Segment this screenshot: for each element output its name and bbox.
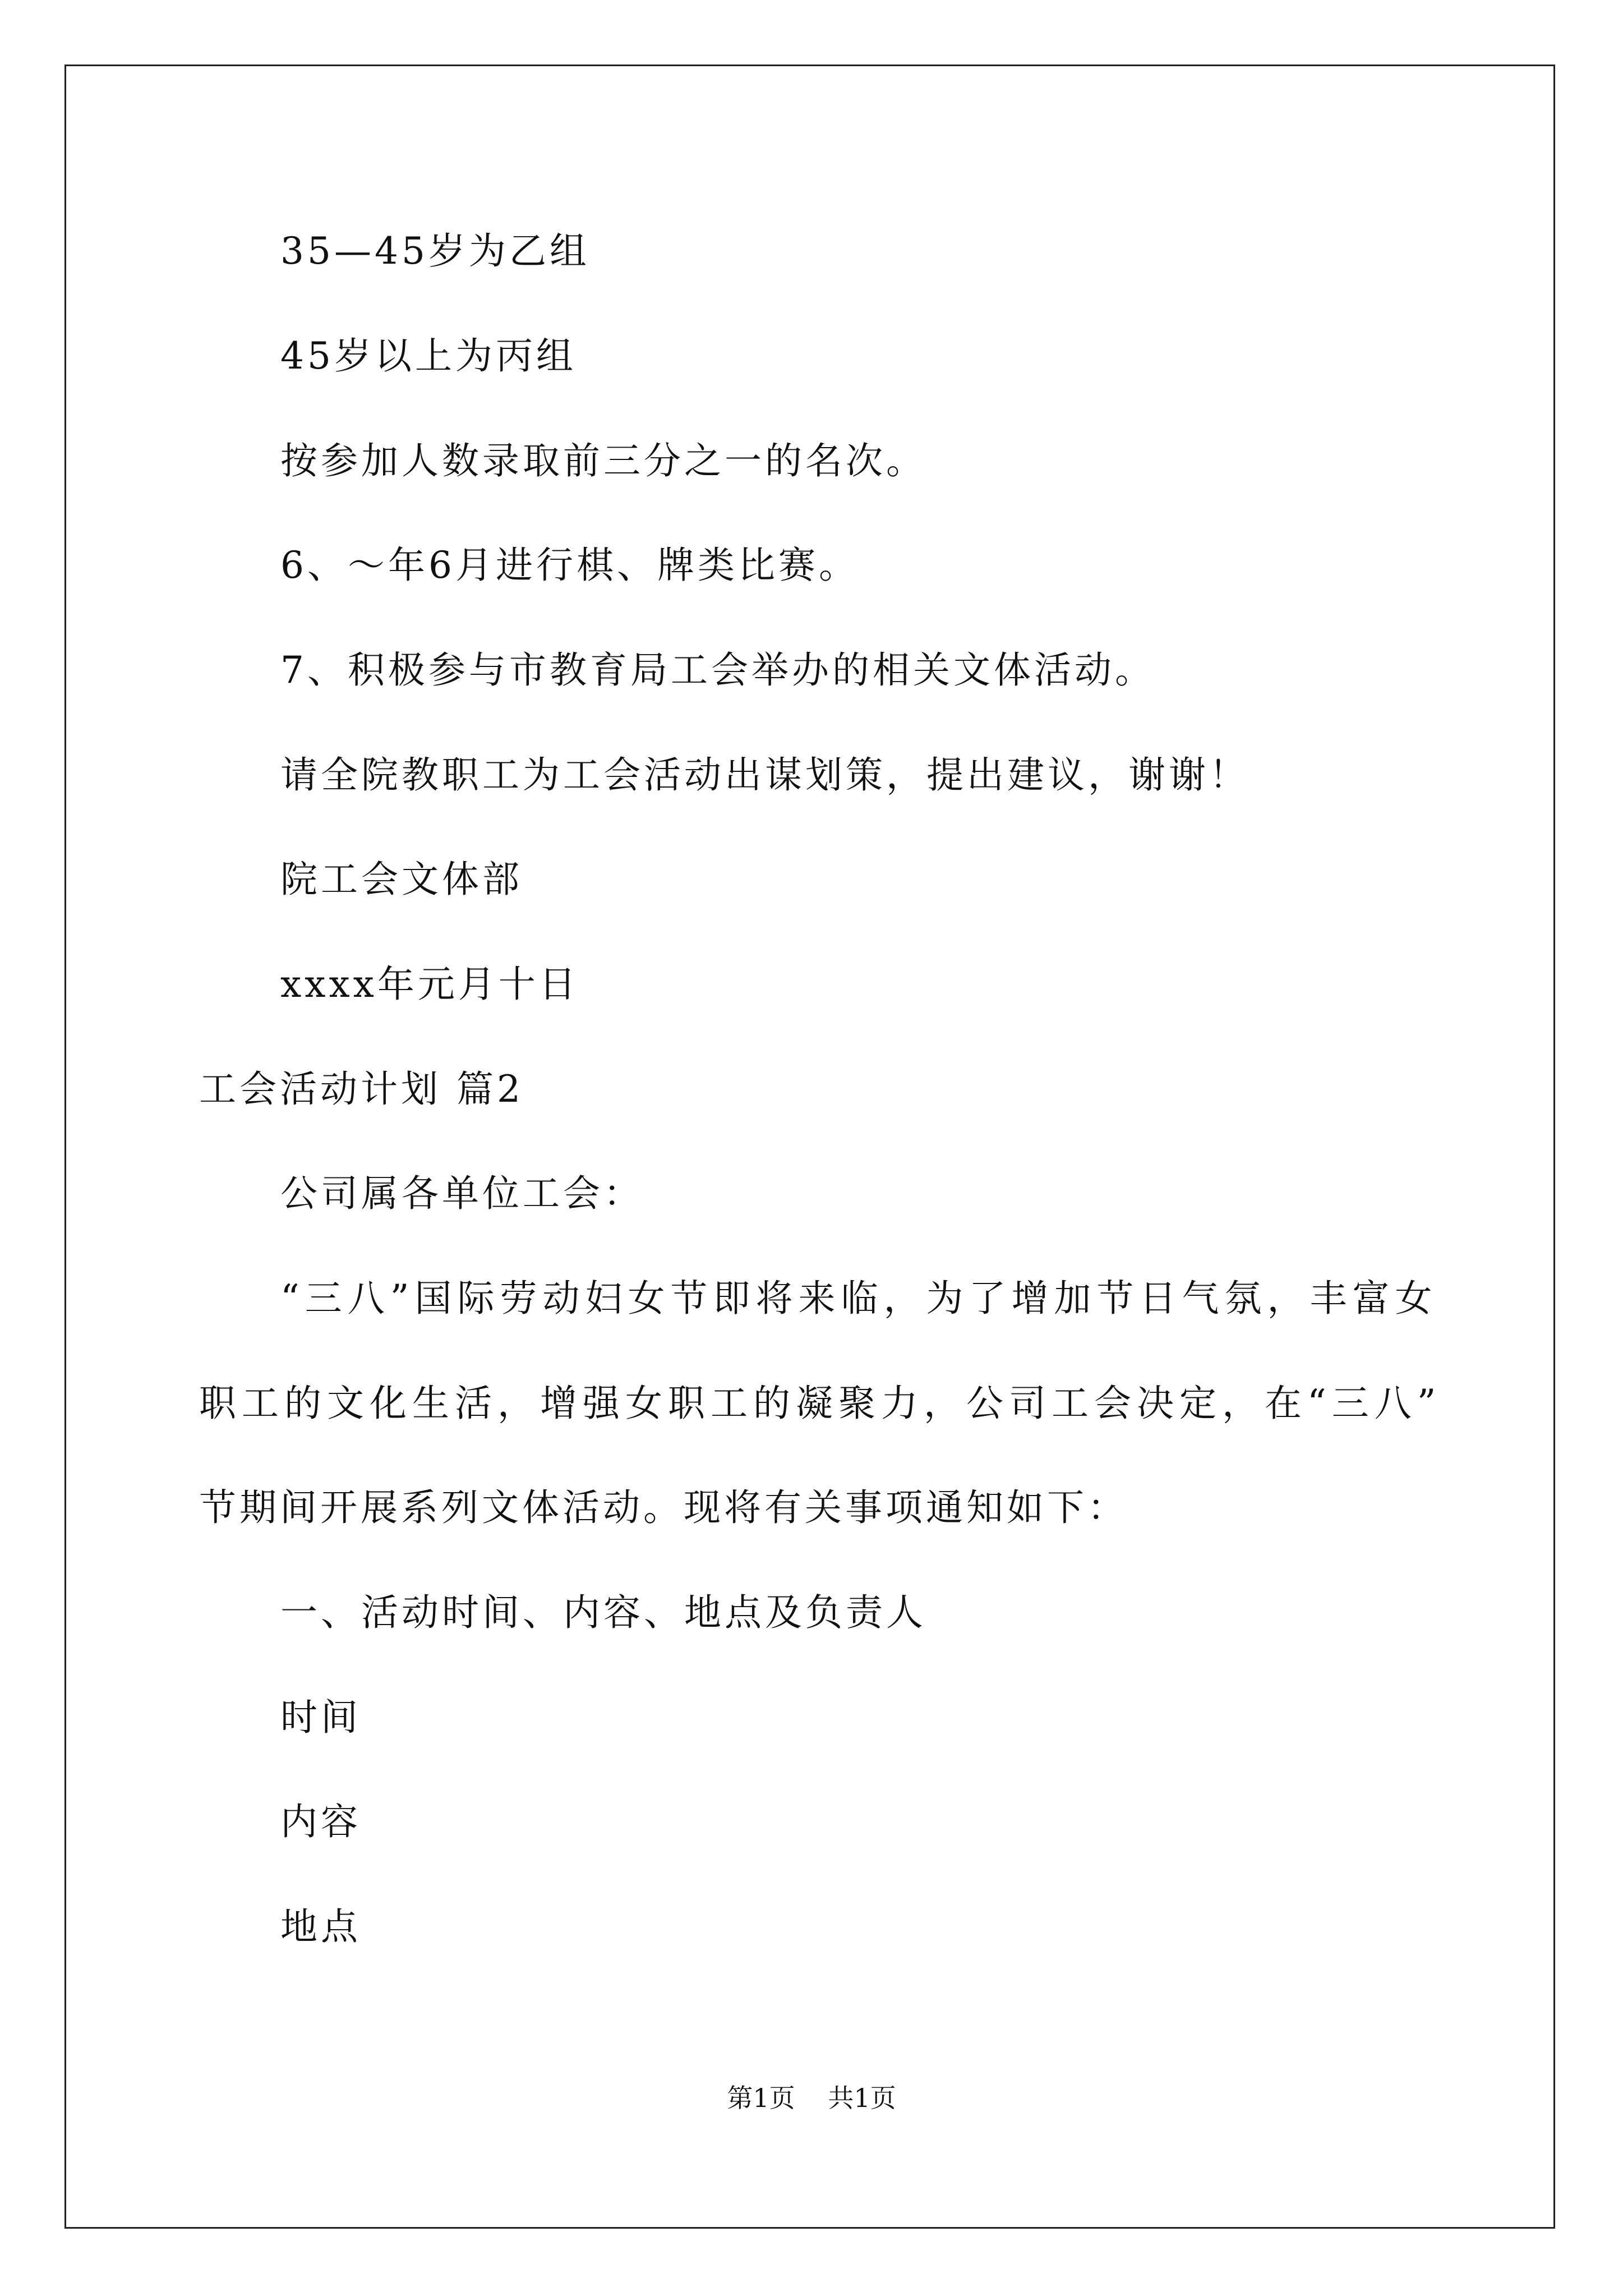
paragraph-section-one-heading: 一、活动时间、内容、地点及负责人 bbox=[280, 1591, 926, 1634]
paragraph-ranking-rule: 按参加人数录取前三分之一的名次。 bbox=[280, 439, 926, 482]
paragraph-body-line-2: 职工的文化生活，增强女职工的凝聚力，公司工会决定，在“三八” bbox=[199, 1382, 1442, 1425]
page-number-total: 共1页 bbox=[828, 2083, 896, 2113]
paragraph-age-group-b: 35—45岁为乙组 bbox=[280, 229, 590, 273]
paragraph-signature-date: xxxx年元月十日 bbox=[280, 963, 579, 1006]
paragraph-item-7: 7、积极参与市教育局工会举办的相关文体活动。 bbox=[280, 648, 1155, 692]
paragraph-content-label: 内容 bbox=[280, 1800, 361, 1843]
page-footer bbox=[0, 2082, 1623, 2114]
page-number-current: 第1页 bbox=[727, 2083, 795, 2113]
paragraph-item-6: 6、～年6月进行棋、牌类比赛。 bbox=[280, 544, 859, 587]
paragraph-age-group-c: 45岁以上为丙组 bbox=[280, 334, 577, 378]
paragraph-body-line-1: “三八”国际劳动妇女节即将来临，为了增加节日气氛，丰富女 bbox=[280, 1277, 1438, 1320]
paragraph-body-line-3: 节期间开展系列文体活动。现将有关事项通知如下： bbox=[199, 1486, 1128, 1529]
section-heading-plan-2: 工会活动计划 篇2 bbox=[199, 1068, 524, 1111]
paragraph-salutation: 公司属各单位工会： bbox=[280, 1172, 644, 1215]
paragraph-time-label: 时间 bbox=[280, 1696, 361, 1739]
paragraph-closing-request: 请全院教职工为工会活动出谋划策，提出建议，谢谢！ bbox=[280, 753, 1249, 797]
paragraph-location-label: 地点 bbox=[280, 1905, 361, 1948]
paragraph-signature-dept: 院工会文体部 bbox=[280, 858, 523, 901]
